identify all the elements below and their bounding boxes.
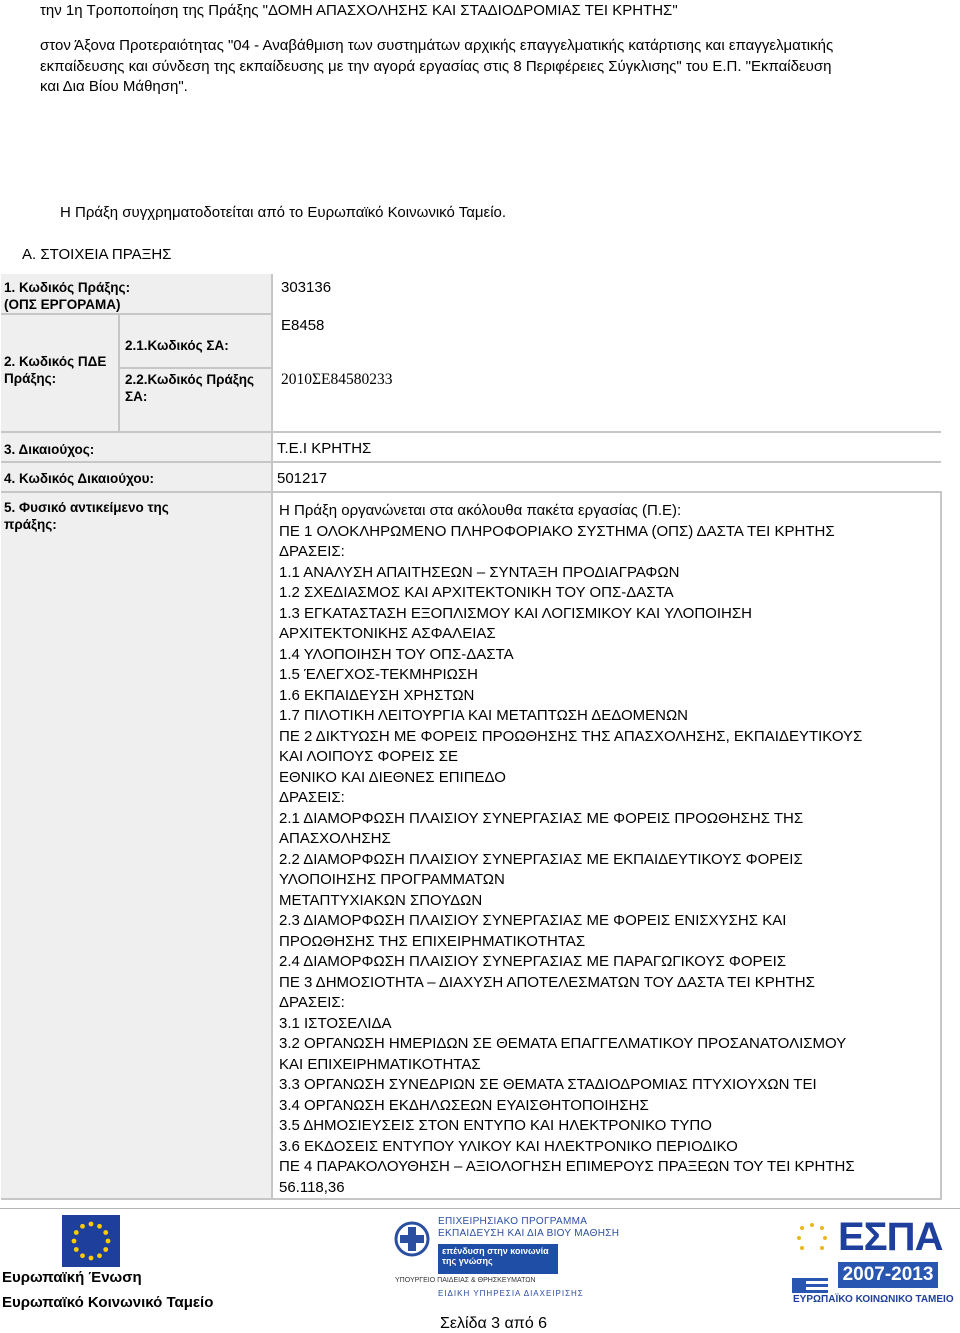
- eu-star: [103, 1230, 108, 1235]
- esf-label: Ευρωπαϊκό Κοινωνικό Ταμείο: [2, 1294, 214, 1311]
- sa-code-value: Ε8458: [272, 314, 941, 368]
- eu-star: [97, 1253, 102, 1258]
- espa-fund-label: ΕΥΡΩΠΑΪΚΟ ΚΟΙΝΩΝΙΚΟ ΤΑΜΕΙΟ: [793, 1294, 954, 1305]
- description-line: ΑΠΑΣΧΟΛΗΣΗΣ: [279, 830, 391, 847]
- eu-stars-icon: [62, 1215, 120, 1267]
- description-line: ΑΡΧΙΤΕΚΤΟΝΙΚΗΣ ΑΣΦΑΛΕΙΑΣ: [279, 625, 496, 642]
- eu-star: [80, 1253, 85, 1258]
- eu-star: [89, 1222, 94, 1227]
- section-title: Α. ΣΤΟΙΧΕΙΑ ΠΡΑΞΗΣ: [22, 246, 172, 263]
- espa-stars-icon: [794, 1220, 838, 1260]
- intro-line: και Δια Βίου Μάθηση".: [40, 78, 188, 95]
- description-line: 3.1 ΙΣΤΟΣΕΛΙΔΑ: [279, 1014, 392, 1032]
- description-line: 3.2 ΟΡΓΑΝΩΣΗ ΗΜΕΡΙΔΩΝ ΣΕ ΘΕΜΑΤΑ ΕΠΑΓΓΕΛΜΑΤΙΚΟΥ ΠΡΟΣΑΝΑΤΟΛΙΣΜΟΥ: [279, 1035, 847, 1052]
- project-details-table: [1, 274, 942, 1200]
- description-line: 1.6 ΕΚΠΑΙΔΕΥΣΗ ΧΡΗΣΤΩΝ: [279, 686, 475, 704]
- description-line: 3.3 ΟΡΓΑΝΩΣΗ ΣΥΝΕΔΡΙΩΝ ΣΕ ΘΕΜΑΤΑ ΣΤΑΔΙΟΔΡΟΜΙΑΣ ΠΤΥΧΙΟΥΧΩΝ ΤΕΙ: [279, 1076, 817, 1093]
- sa-project-value: 2010ΣΕ84580233: [272, 368, 941, 432]
- eu-star: [89, 1256, 94, 1261]
- description-line: 1.3 ΕΓΚΑΤΑΣΤΑΣΗ ΕΞΟΠΛΙΣΜΟΥ ΚΑΙ ΛΟΓΙΣΜΙΚΟΥ ΚΑΙ ΥΛΟΠΟΙΗΣΗ: [279, 604, 752, 622]
- description-line: 2.3 ΔΙΑΜΟΡΦΩΣΗ ΠΛΑΙΣΙΟΥ ΣΥΝΕΡΓΑΣΙΑΣ ΜΕ ΦΟΡΕΙΣ ΕΝΙΣΧΥΣΗΣ ΚΑΙ: [279, 912, 787, 929]
- intro-line: στον Άξονα Προτεραιότητας "04 - Αναβάθμιση των συστημάτων αρχικής επαγγελματικής κατάρτισης και επαγγελματικής: [40, 37, 834, 54]
- eu-star: [97, 1224, 102, 1229]
- espa-years: 2007-2013: [838, 1262, 938, 1288]
- op-banner: επένδυση στην κοινωνία της γνώσης: [438, 1244, 558, 1274]
- description-line: 1.7 ΠΙΛΟΤΙΚΗ ΛΕΙΤΟΥΡΓΙΑ ΚΑΙ ΜΕΤΑΠΤΩΣΗ ΔΕΔΟΜΕΝΩΝ: [279, 707, 689, 724]
- object-value: [272, 492, 941, 1199]
- description-line: 1.1 ΑΝΑΛΥΣΗ ΑΠΑΙΤΗΣΕΩΝ – ΣΥΝΤΑΞΗ ΠΡΟΔΙΑΓΡΑΦΩΝ: [279, 563, 680, 581]
- sa-project-label: 2.2.Κωδικός Πράξης ΣΑ:: [119, 368, 272, 432]
- description-line: 56.118,36: [279, 1178, 345, 1196]
- object-label: 5. Φυσικό αντικείμενο της πράξης:: [1, 492, 272, 1199]
- eu-flag-icon: [62, 1215, 120, 1267]
- beneficiary-code-label: 4. Κωδικός Δικαιούχου:: [1, 462, 272, 492]
- description-line: 3.6 ΕΚΔΟΣΕΙΣ ΕΝΤΥΠΟΥ ΥΛΙΚΟΥ ΚΑΙ ΗΛΕΚΤΡΟΝΙΚΟ ΠΕΡΙΟΔΙΚΟ: [279, 1137, 738, 1155]
- description-line: ΠΕ 4 ΠΑΡΑΚΟΛΟΥΘΗΣΗ – ΑΞΙΟΛΟΓΗΣΗ ΕΠΙΜΕΡΟΥΣ ΠΡΑΞΕΩΝ ΤΟΥ ΤΕΙ ΚΡΗΤΗΣ: [279, 1158, 855, 1175]
- description-line: ΠΕ 3 ΔΗΜΟΣΙΟΤΗΤΑ – ΔΙΑΧΥΣΗ ΑΠΟΤΕΛΕΣΜΑΤΩΝ ΤΟΥ ΔΑΣΤΑ ΤΕΙ ΚΡΗΤΗΣ: [279, 973, 815, 991]
- espa-wordmark: ΕΣΠΑ: [838, 1215, 943, 1259]
- description-line: Η Πράξη οργανώνεται στα ακόλουθα πακέτα εργασίας (Π.Ε):: [279, 502, 682, 519]
- description-line: ΠΕ 2 ΔΙΚΤΥΩΣΗ ΜΕ ΦΟΡΕΙΣ ΠΡΟΩΘΗΣΗΣ ΤΗΣ ΑΠΑΣΧΟΛΗΣΗΣ, ΕΚΠΑΙΔΕΥΤΙΚΟΥΣ: [279, 727, 863, 745]
- op-title-line1: ΕΠΙΧΕΙΡΗΣΙΑΚΟ ΠΡΟΓΡΑΜΜΑ: [438, 1216, 588, 1227]
- object-description: [279, 501, 940, 1198]
- description-line: ΔΡΑΣΕΙΣ:: [279, 543, 345, 560]
- description-line: 1.5 ΈΛΕΓΧΟΣ-ΤΕΚΜΗΡΙΩΣΗ: [279, 666, 478, 683]
- code-value: 303136: [272, 274, 941, 314]
- description-line: 1.4 ΥΛΟΠΟΙΗΣΗ ΤΟΥ ΟΠΣ-ΔΑΣΤΑ: [279, 645, 514, 663]
- greek-emblem-icon: [392, 1217, 432, 1279]
- description-line: 2.4 ΔΙΑΜΟΡΦΩΣΗ ΠΛΑΙΣΙΟΥ ΣΥΝΕΡΓΑΣΙΑΣ ΜΕ ΠΑΡΑΓΩΓΙΚΟΥΣ ΦΟΡΕΙΣ: [279, 953, 787, 970]
- eu-star: [74, 1230, 79, 1235]
- description-line: ΚΑΙ ΛΟΙΠΟΥΣ ΦΟΡΕΙΣ ΣΕ: [279, 748, 459, 765]
- sa-code-label: 2.1.Κωδικός ΣΑ:: [119, 314, 272, 368]
- description-line: ΔΡΑΣΕΙΣ:: [279, 994, 345, 1011]
- description-line: ΔΡΑΣΕΙΣ:: [279, 789, 345, 806]
- op-ministry: ΥΠΟΥΡΓΕΙΟ ΠΑΙΔΕΙΑΣ & ΘΡΗΣΚΕΥΜΑΤΩΝ: [395, 1277, 536, 1284]
- beneficiary-code-value: 501217: [272, 462, 941, 492]
- description-line: 2.2 ΔΙΑΜΟΡΦΩΣΗ ΠΛΑΙΣΙΟΥ ΣΥΝΕΡΓΑΣΙΑΣ ΜΕ ΕΚΠΑΙΔΕΥΤΙΚΟΥΣ ΦΟΡΕΙΣ: [279, 850, 803, 868]
- page-number: Σελίδα 3 από 6: [440, 1315, 548, 1332]
- eu-star: [103, 1247, 108, 1252]
- eu-label: Ευρωπαϊκή Ένωση: [2, 1269, 142, 1286]
- beneficiary-label: 3. Δικαιούχος:: [1, 432, 272, 462]
- eu-star: [74, 1247, 79, 1252]
- footer-divider: [0, 1208, 960, 1209]
- eu-star: [72, 1239, 77, 1244]
- intro-line: εκπαίδευσης και σύνδεση της εκπαίδευσης με την αγορά εργασίας στις 8 Περιφέρειες Σύγκλισης" του Ε.Π. "Εκπαίδευση: [40, 57, 832, 75]
- cofunding-statement: Η Πράξη συγχρηματοδοτείται από το Ευρωπαϊκό Κοινωνικό Ταμείο.: [60, 204, 507, 221]
- description-line: ΚΑΙ ΕΠΙΧΕΙΡΗΜΑΤΙΚΟΤΗΤΑΣ: [279, 1055, 481, 1073]
- op-special-service: ΕΙΔΙΚΗ ΥΠΗΡΕΣΙΑ ΔΙΑΧΕΙΡΙΣΗΣ: [438, 1289, 584, 1298]
- description-line: 1.2 ΣΧΕΔΙΑΣΜΟΣ ΚΑΙ ΑΡΧΙΤΕΚΤΟΝΙΚΗ ΤΟΥ ΟΠΣ-ΔΑΣΤΑ: [279, 584, 674, 601]
- eu-star: [80, 1224, 85, 1229]
- op-title-line2: ΕΚΠΑΙΔΕΥΣΗ ΚΑΙ ΔΙΑ ΒΙΟΥ ΜΑΘΗΣΗ: [438, 1228, 620, 1239]
- description-line: 2.1 ΔΙΑΜΟΡΦΩΣΗ ΠΛΑΙΣΙΟΥ ΣΥΝΕΡΓΑΣΙΑΣ ΜΕ ΦΟΡΕΙΣ ΠΡΟΩΘΗΣΗΣ ΤΗΣ: [279, 809, 804, 827]
- intro-line-0: την 1η Τροποποίηση της Πράξης "ΔΟΜΗ ΑΠΑΣΧΟΛΗΣΗΣ ΚΑΙ ΣΤΑΔΙΟΔΡΟΜΙΑΣ ΤΕΙ ΚΡΗΤΗΣ": [40, 2, 678, 19]
- description-line: ΠΡΟΩΘΗΣΗΣ ΤΗΣ ΕΠΙΧΕΙΡΗΜΑΤΙΚΟΤΗΤΑΣ: [279, 932, 586, 950]
- description-line: ΠΕ 1 ΟΛΟΚΛΗΡΩΜΕΝΟ ΠΛΗΡΟΦΟΡΙΑΚΟ ΣΥΣΤΗΜΑ (ΟΠΣ) ΔΑΣΤΑ ΤΕΙ ΚΡΗΤΗΣ: [279, 522, 835, 540]
- description-line: ΥΛΟΠΟΙΗΣΗΣ ΠΡΟΓΡΑΜΜΑΤΩΝ: [279, 871, 505, 888]
- description-line: 3.4 ΟΡΓΑΝΩΣΗ ΕΚΔΗΛΩΣΕΩΝ ΕΥΑΙΣΘΗΤΟΠΟΙΗΣΗΣ: [279, 1096, 649, 1114]
- eu-star: [106, 1239, 111, 1244]
- intro-paragraph: [40, 36, 952, 98]
- description-line: ΕΘΝΙΚΟ ΚΑΙ ΔΙΕΘΝΕΣ ΕΠΙΠΕΔΟ: [279, 768, 506, 786]
- pde-label: 2. Κωδικός ΠΔΕ Πράξης:: [1, 314, 119, 432]
- code-label: 1. Κωδικός Πράξης: (ΟΠΣ ΕΡΓΟΡΑΜΑ): [1, 274, 272, 314]
- description-line: ΜΕΤΑΠΤΥΧΙΑΚΩΝ ΣΠΟΥΔΩΝ: [279, 891, 483, 909]
- beneficiary-value: Τ.Ε.Ι ΚΡΗΤΗΣ: [272, 432, 941, 462]
- description-line: 3.5 ΔΗΜΟΣΙΕΥΣΕΙΣ ΣΤΟΝ ΕΝΤΥΠΟ ΚΑΙ ΗΛΕΚΤΡΟΝΙΚΟ ΤΥΠΟ: [279, 1117, 712, 1134]
